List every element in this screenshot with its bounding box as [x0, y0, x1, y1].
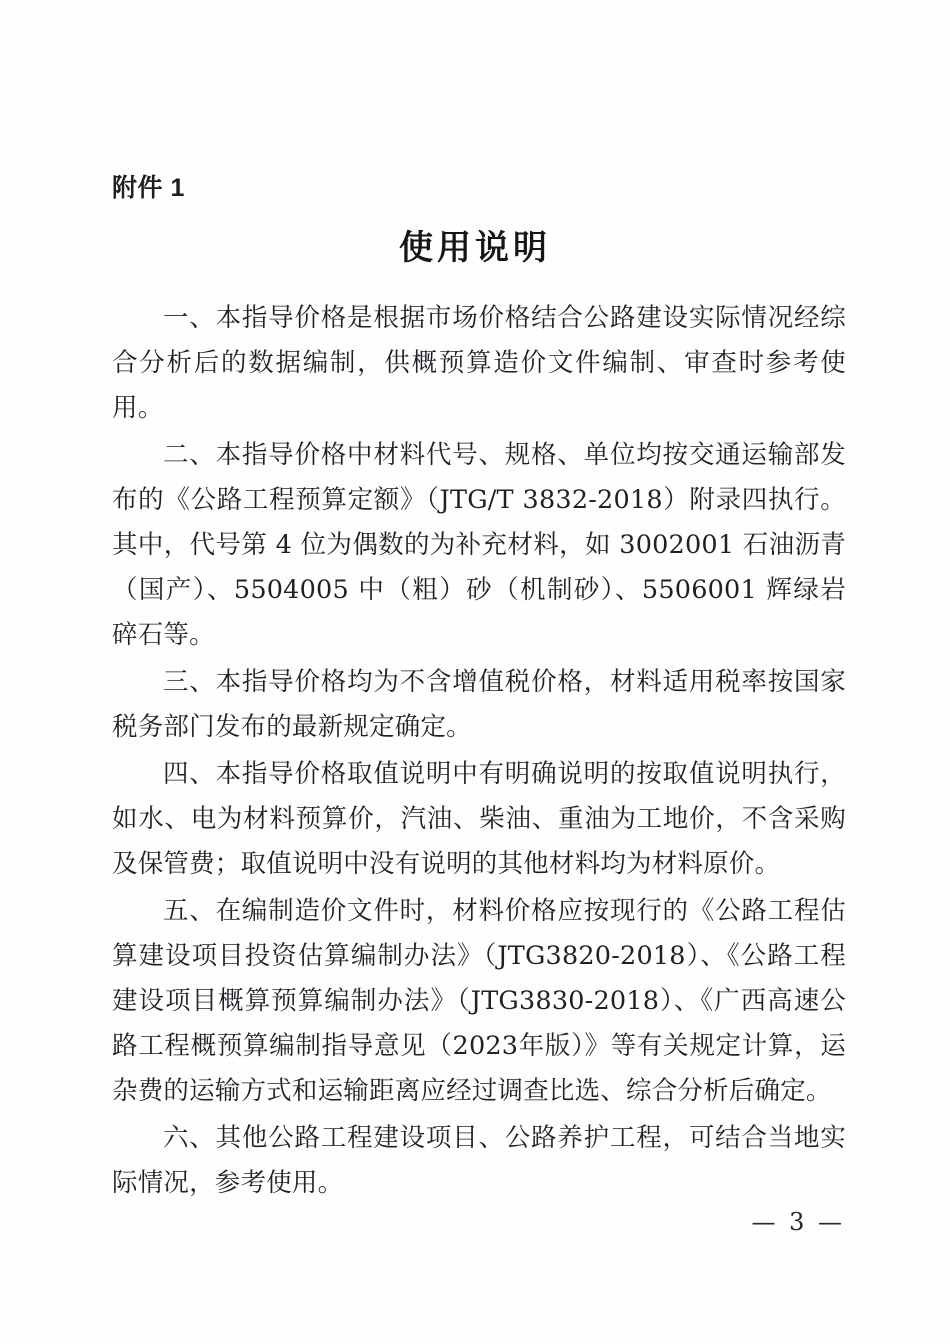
attachment-label: 附件 1	[112, 174, 185, 202]
page-title: 使用说明	[399, 228, 551, 268]
paragraph-3: 三、本指导价格均为不含增值税价格，材料适用税率按国家税务部门发布的最新规定确定。	[112, 667, 846, 742]
paragraph-2: 二、本指导价格中材料代号、规格、单位均按交通运输部发布的《公路工程预算定额》（JTG/T 3832-2018）附录四执行。其中，代号第 4 位为偶数的为补充材料，如 3002001 石油沥青（国产）、5504005 中（粗）砂（机制砂）、5506001 辉绿岩碎石等。	[112, 440, 846, 650]
paragraph-6: 六、其他公路工程建设项目、公路养护工程，可结合当地实际情况，参考使用。	[112, 1123, 846, 1198]
paragraph-4: 四、本指导价格取值说明中有明确说明的按取值说明执行，如水、电为材料预算价，汽油、柴油、重油为工地价，不含采购及保管费；取值说明中没有说明的其他材料均为材料原价。	[112, 759, 846, 879]
paragraph-5: 五、在编制造价文件时，材料价格应按现行的《公路工程估算建设项目投资估算编制办法》（JTG3820-2018）、《公路工程建设项目概算预算编制办法》（JTG3830-2018）、《广西高速公路工程概预算编制指导意见（2023年版）》等有关规定计算，运杂费的运输方式和运输距离应经过调查比选、综合分析后确定。	[112, 896, 846, 1106]
document-body	[112, 296, 846, 1208]
paragraph-1: 一、本指导价格是根据市场价格结合公路建设实际情况经综合分析后的数据编制，供概预算造价文件编制、审查时参考使用。	[112, 303, 846, 423]
page-number: — 3 —	[751, 1208, 845, 1236]
